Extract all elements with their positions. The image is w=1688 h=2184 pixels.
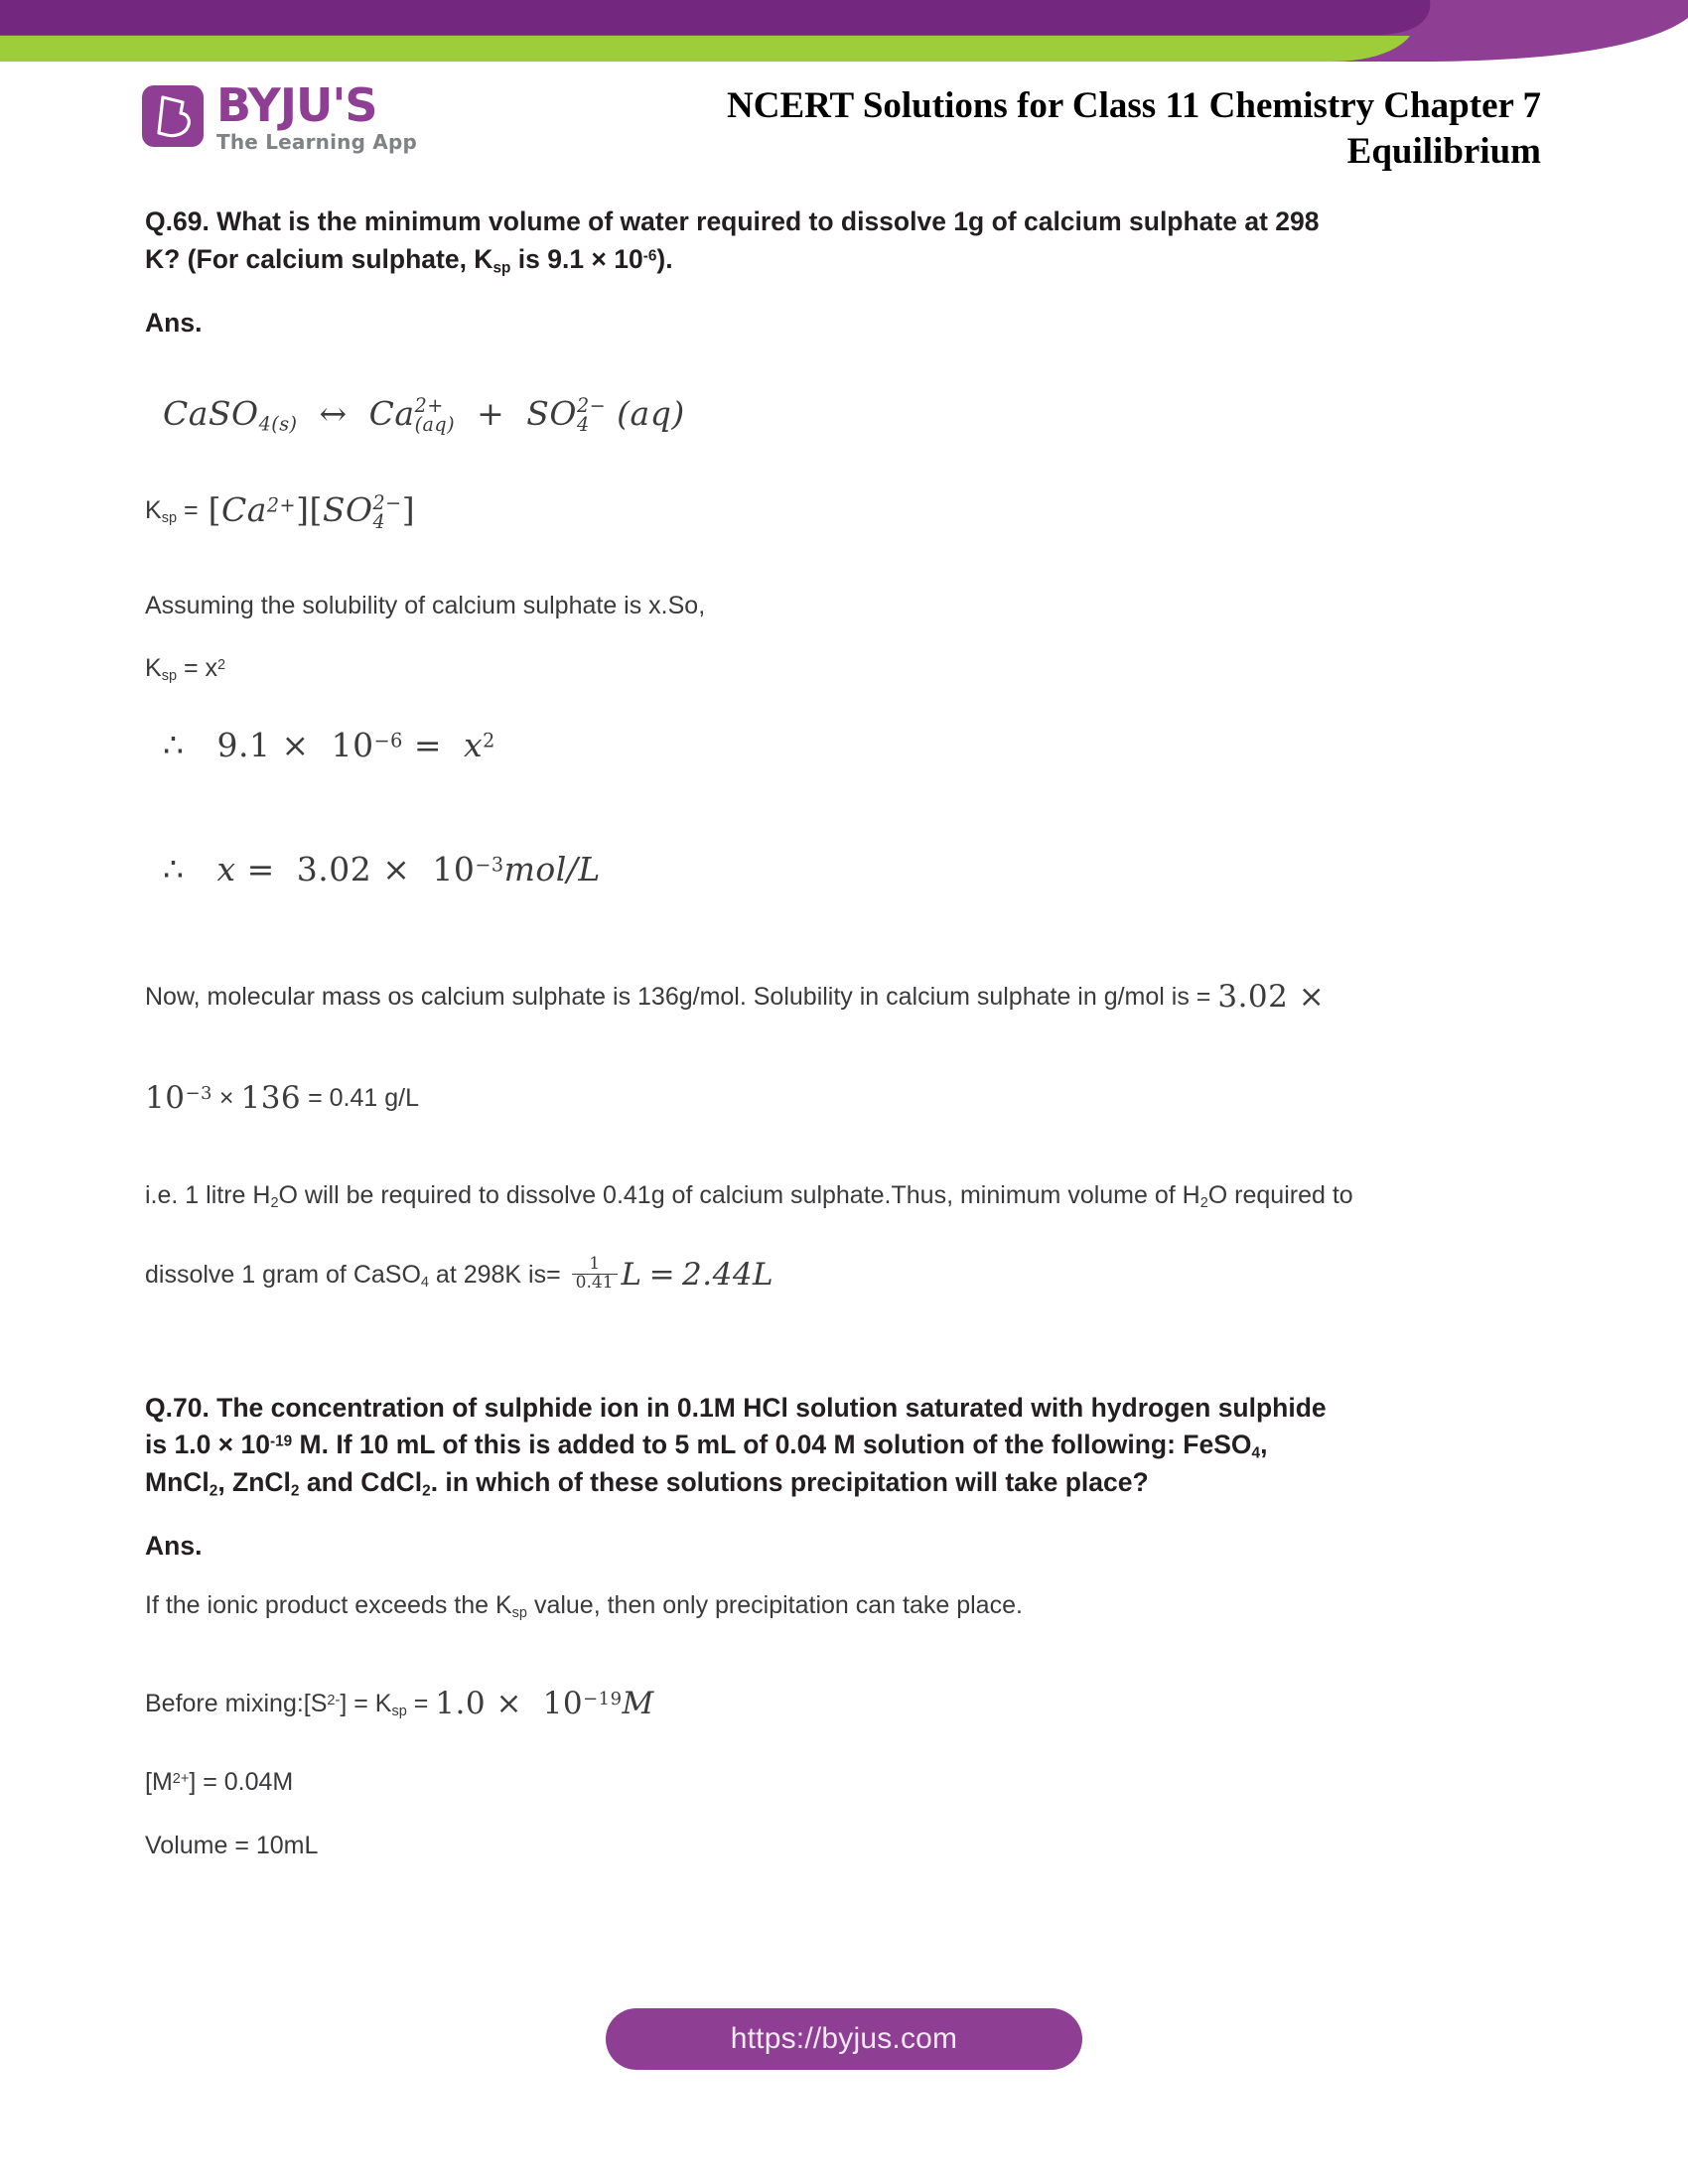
- byjus-logo: [142, 78, 417, 155]
- page-title-line-2: Equilibrium: [1346, 131, 1541, 173]
- question-70-line-2-c: ,: [1260, 1430, 1268, 1460]
- ksp-equals: =: [183, 496, 199, 525]
- header-decoration-band: [0, 0, 1688, 89]
- multiply-icon: ×: [281, 725, 310, 764]
- before-exp: −19: [583, 1688, 623, 1709]
- question-69-heading: [145, 204, 1547, 278]
- fraction-unit-L: L: [621, 1257, 642, 1294]
- metal-concentration-line: [145, 1764, 1547, 1802]
- page-title-line-1: NCERT Solutions for Class 11 Chemistry Chapter 7: [727, 85, 1541, 126]
- before-ksp-sub: sp: [391, 1703, 407, 1719]
- spacer: [145, 1625, 1547, 1681]
- exponent-minus-19: -19: [269, 1433, 293, 1450]
- bracket-mid: ][: [296, 490, 323, 530]
- s2-sup: 2-: [327, 1692, 341, 1708]
- x-ten: 10: [432, 849, 476, 888]
- page-title: [548, 83, 1541, 176]
- molar-ten: 10: [145, 1080, 186, 1117]
- ionic-b: value, then only precipitation can take place.: [527, 1591, 1023, 1620]
- ksp-x2-k: K: [145, 654, 162, 683]
- spacer: [145, 624, 1547, 650]
- spacer: [145, 532, 1547, 588]
- question-70-line-3-d: . in which of these solutions precipitation will take place?: [430, 1466, 1149, 1497]
- ionic-ksp-sub: sp: [511, 1605, 527, 1622]
- question-70-line-2-a: is 1.0 × 10: [145, 1430, 270, 1460]
- question-70-line-3-b: , ZnCl: [217, 1466, 291, 1497]
- question-69-line-1: Q.69. What is the minimum volume of water required to dissolve 1g of calcium sulphate at 298: [145, 206, 1320, 236]
- feso4-sub: 4: [1251, 1444, 1261, 1462]
- x-exp: −3: [475, 852, 504, 876]
- x-units: mol/L: [503, 849, 601, 888]
- answer-69-label: Ans.: [145, 308, 203, 339]
- spacer: [145, 1214, 1547, 1252]
- eq-ca-sup: 2+: [414, 394, 444, 418]
- fraction-equals: =: [648, 1257, 676, 1294]
- ksp-expression-line: [145, 490, 1547, 534]
- m-conc-sup: 2+: [172, 1771, 190, 1788]
- ksp-num-x: x: [463, 725, 484, 764]
- spacer: [145, 339, 1547, 394]
- exponent-minus-6: -6: [642, 246, 657, 264]
- conclusion-a: i.e. 1 litre H: [145, 1180, 271, 1209]
- h2o-sub-2: 2: [1199, 1194, 1208, 1211]
- fraction-result: 2.44L: [682, 1257, 774, 1294]
- eq-aq: (aq): [617, 394, 685, 434]
- molar-exp: −3: [185, 1083, 212, 1105]
- molar-mass-second-line: [145, 1075, 1547, 1122]
- equation-caso4-dissociation: [145, 394, 1547, 435]
- question-70-line-1: Q.70. The concentration of sulphide ion in 0.1M HCl solution saturated with hydrogen sulphide: [145, 1392, 1327, 1423]
- ksp-ca-sup: 2+: [266, 493, 297, 517]
- volume-line: Volume = 10mL: [145, 1831, 319, 1859]
- conclusion-e: at 298K is=: [428, 1261, 561, 1290]
- eq-caso4-sub: 4(s): [258, 412, 298, 436]
- eq-ca: Ca: [368, 394, 415, 434]
- x-variable: x: [216, 849, 236, 888]
- header-band-purple-dark: [0, 0, 1430, 35]
- before-ten: 10: [542, 1685, 584, 1721]
- spacer: [145, 435, 1547, 490]
- ksp-x2-sup: 2: [217, 656, 226, 673]
- ksp-label: [145, 496, 199, 525]
- spacer: [145, 1122, 1547, 1177]
- question-69-line-2-b: is 9.1 × 10: [510, 243, 643, 274]
- ksp-k: K: [145, 496, 162, 525]
- bracket-open-1: [: [208, 490, 221, 530]
- molar-mass-text: Now, molecular mass os calcium sulphate is 136g/mol. Solubility in calcium sulphate in g/mol is =: [145, 982, 1211, 1011]
- fraction-numerator: 1: [589, 1254, 601, 1275]
- ksp-so-sub: 4: [372, 510, 386, 534]
- question-69-line-2-c: ).: [656, 243, 673, 274]
- cdcl2-sub: 2: [422, 1482, 431, 1500]
- header-band-green: [0, 36, 1410, 62]
- ksp-num-exp: −6: [373, 728, 403, 751]
- spacer: [145, 1726, 1547, 1764]
- conclusion-c: O required to: [1207, 1180, 1353, 1209]
- spacer: [145, 1802, 1547, 1828]
- byjus-url-label: https://byjus.com: [730, 2022, 958, 2055]
- eq-caso4: CaSO: [163, 394, 259, 434]
- eq-plus: +: [477, 394, 505, 434]
- byjus-url-button[interactable]: [606, 2008, 1082, 2070]
- spacer: [145, 1020, 1547, 1075]
- byjus-logo-mark: [142, 85, 204, 147]
- before-mixing-c: =: [406, 1689, 429, 1717]
- ksp-num-equals: =: [413, 725, 442, 764]
- byjus-wordmark: BYJU'S: [216, 78, 377, 132]
- multiply-icon-3: ×: [1298, 978, 1326, 1015]
- conclusion-d: dissolve 1 gram of CaSO: [145, 1261, 421, 1290]
- ionic-a: If the ionic product exceeds the K: [145, 1591, 512, 1620]
- h2o-sub-1: 2: [270, 1194, 279, 1211]
- ksp-num-ten: 10: [331, 725, 374, 764]
- eq-so4: SO: [526, 394, 577, 434]
- answer-70-label: Ans.: [145, 1531, 203, 1562]
- fraction-denominator: 0.41: [572, 1274, 618, 1293]
- ksp-subscript: sp: [492, 258, 511, 276]
- ksp-x2-rest: = x: [177, 654, 218, 683]
- equation-ksp-numeric: [145, 726, 1547, 764]
- x-equals: =: [246, 849, 275, 888]
- conclusion-final-line: [145, 1252, 1547, 1298]
- eq-ca-sub: (aq): [414, 413, 456, 437]
- byjus-tagline: The Learning App: [216, 130, 417, 155]
- letter-b-icon: [153, 93, 193, 139]
- ksp-x2-sub: sp: [161, 668, 178, 685]
- therefore-icon: ∴: [163, 725, 185, 764]
- ksp-equals-x-squared: [145, 650, 1547, 688]
- spacer: [145, 688, 1547, 726]
- eq-arrow-icon: ↔: [319, 394, 348, 434]
- ksp-num-value: 9.1: [216, 725, 271, 764]
- byjus-logo-text: [216, 78, 417, 155]
- ksp-ca: Ca: [220, 490, 267, 530]
- equation-x-solubility: [145, 850, 1547, 888]
- before-unit: M: [622, 1685, 654, 1721]
- question-69-line-2-a: K? (For calcium sulphate, K: [145, 243, 493, 274]
- therefore-icon-2: ∴: [163, 849, 185, 888]
- question-70-line-3-c: and CdCl: [299, 1466, 423, 1497]
- ksp-bracket-expression: [208, 490, 416, 534]
- header-band-svg: [0, 0, 1688, 89]
- question-70-line-3-a: MnCl: [145, 1466, 210, 1497]
- eq-so4-sup: 2−: [576, 394, 607, 418]
- caso4-sub: 4: [420, 1275, 429, 1292]
- zncl2-sub: 2: [290, 1482, 300, 1500]
- multiply-icon-2: ×: [382, 849, 411, 888]
- mncl2-sub: 2: [209, 1482, 218, 1500]
- question-70-heading: [145, 1390, 1547, 1502]
- spacer: [145, 1562, 1547, 1587]
- spacer: [145, 1298, 1547, 1390]
- before-mixing-line: [145, 1681, 1547, 1727]
- x-value: 3.02: [296, 849, 372, 888]
- fraction-one-over-0-41: [572, 1256, 618, 1293]
- before-mixing-a: Before mixing:[S: [145, 1689, 328, 1717]
- conclusion-paragraph: [145, 1177, 1547, 1215]
- molar-value: 3.02: [1217, 978, 1289, 1015]
- multiply-icon-5: ×: [495, 1685, 522, 1721]
- molar-result: = 0.41 g/L: [308, 1084, 419, 1113]
- bracket-close: ]: [401, 490, 416, 530]
- spacer: [145, 764, 1547, 850]
- ksp-so-sup: 2−: [372, 491, 402, 515]
- ksp-so: SO: [322, 490, 373, 530]
- document-content: [145, 204, 1547, 1864]
- assumption-text: Assuming the solubility of calcium sulphate is x.So,: [145, 591, 706, 619]
- m-conc-b: ] = 0.04M: [189, 1768, 294, 1797]
- conclusion-b: O will be required to dissolve 0.41g of calcium sulphate.Thus, minimum volume of H: [278, 1180, 1200, 1209]
- molar-136: 136: [240, 1080, 302, 1117]
- question-70-line-2-b: M. If 10 mL of this is added to 5 mL of 0.04 M solution of the following: FeSO: [292, 1430, 1252, 1460]
- before-value: 1.0: [435, 1685, 487, 1721]
- eq-so4-sub: 4: [576, 413, 590, 437]
- ionic-product-text: [145, 1587, 1547, 1625]
- molar-mass-paragraph: [145, 974, 1547, 1021]
- m-conc-a: [M: [145, 1768, 173, 1797]
- ksp-num-x-sup: 2: [483, 728, 495, 751]
- before-mixing-b: ] = K: [340, 1689, 392, 1717]
- ksp-sub: sp: [161, 510, 178, 527]
- multiply-icon-4: ×: [218, 1084, 234, 1113]
- spacer: [145, 888, 1547, 974]
